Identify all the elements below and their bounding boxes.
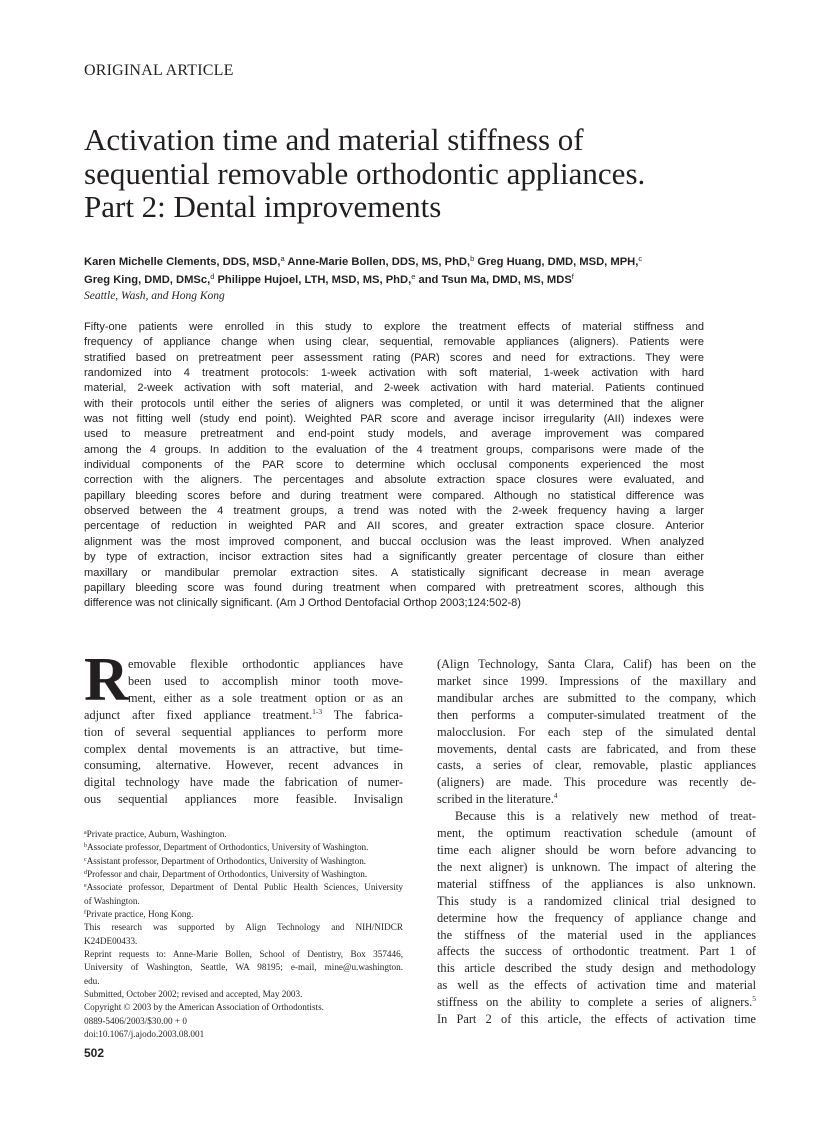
- footnote-text: Professor and chair, Department of Orthodontics, University of Washington.: [87, 869, 368, 880]
- author-affiliation-mark: b: [470, 254, 475, 263]
- body-line: casts, a series of clear, removable, plastic appliances: [437, 758, 756, 773]
- body-line: market since 1999. Impressions of the maxillary and: [437, 673, 756, 688]
- body-line: material stiffness of the appliances is also unknown.: [437, 876, 756, 891]
- body-line: [437, 994, 756, 1011]
- footnote-line: [84, 868, 403, 881]
- citation-mark: 4: [553, 791, 558, 801]
- footnote-text: Associate professor, Department of Dental Public Health Sciences, University: [86, 882, 403, 893]
- abstract-line: Fifty-one patients were enrolled in this study to explore the treatment effects of material stiffness and: [84, 321, 704, 333]
- body-line: malocclusion. For each step of the simulated dental: [437, 724, 756, 739]
- author-affiliation-mark: a: [280, 254, 285, 263]
- author-affiliation-mark: f: [571, 271, 574, 281]
- author-name: and Tsun Ma, DMD, MS, MDS: [418, 273, 572, 286]
- body-line: This study is a randomized clinical trial designed to: [437, 893, 756, 908]
- title-line: Activation time and material stiffness of: [84, 122, 584, 157]
- abstract-line: used to measure pretreatment and end-point study models, and average improvement was compared: [84, 428, 704, 441]
- body-column-right: [437, 656, 756, 1028]
- section-label: ORIGINAL ARTICLE: [84, 62, 234, 79]
- body-text: scribed in the literature.: [437, 792, 554, 807]
- author-affiliation-mark: e: [411, 271, 416, 281]
- abstract-line: stratified based on pretreatment peer assessment rating (PAR) scores and need for extractions. They were: [84, 351, 704, 364]
- body-line: ment, the optimum reactivation schedule (amount of: [437, 826, 756, 841]
- abstract-line: among the 4 groups. In addition to the evaluation of the 4 treatment groups, comparisons were made of the: [84, 443, 704, 456]
- author-location: Seattle, Wash, and Hong Kong: [84, 290, 225, 302]
- author-affiliation-mark: d: [210, 271, 215, 281]
- abstract-line: difference was not clinically significant. (Am J Orthod Dentofacial Orthop 2003;124:502-8): [84, 597, 521, 610]
- body-line: affects the success of orthodontic treatment. Part 1 of: [437, 944, 756, 959]
- abstract-line: with their protocols until either the series of aligners was completed, or until it was determined that the aligner: [84, 397, 704, 410]
- abstract-line: alignment was the most improved component, and buccal occlusion was the least improved. When analyzed: [84, 535, 704, 548]
- author-line: [84, 254, 764, 272]
- abstract-line: material, 2-week activation with soft material, and 2-week activation with hard material. Patients continued: [84, 382, 704, 395]
- footnote-line: Submitted, October 2002; revised and accepted, May 2003.: [84, 989, 303, 1000]
- footnote-line: Copyright © 2003 by the American Association of Orthodontists.: [84, 1002, 324, 1013]
- author-affiliation-mark: c: [638, 254, 643, 263]
- body-line: In Part 2 of this article, the effects of activation time: [437, 1012, 756, 1027]
- author-line: [84, 272, 764, 290]
- footnote-mark: b: [84, 843, 87, 850]
- body-line: tion of several sequential appliances to perform more: [84, 724, 403, 739]
- author-name: Anne-Marie Bollen, DDS, MS, PhD,: [287, 256, 471, 268]
- body-line: as well as the effects of activation time and material: [437, 978, 756, 993]
- footnote-line: University of Washington, Seattle, WA 98195; e-mail, mine@u.washington.: [84, 962, 403, 973]
- body-line: ment, either as a sole treatment option or as an: [128, 690, 403, 705]
- body-line: movements, dental casts are fabricated, and from these: [437, 741, 756, 756]
- footnote-mark: e: [84, 883, 87, 890]
- footnote-line: of Washington.: [84, 895, 140, 906]
- footnote-line: [84, 881, 403, 894]
- abstract-line: was not fitting well (study end point). Weighted PAR score and average incisor irregularity (AII) indexes were: [84, 413, 704, 426]
- body-line: Because this is a relatively new method of treat-: [455, 809, 756, 824]
- footnote-line: K24DE00433.: [84, 935, 138, 946]
- body-line: ous sequential appliances more feasible. Invisalign: [84, 792, 403, 807]
- footnote-mark: a: [84, 830, 87, 836]
- body-line: mandibular arches are submitted to the company, which: [437, 690, 756, 705]
- author-name: Karen Michelle Clements, DDS, MSD,: [84, 256, 281, 268]
- author-list: [84, 254, 764, 289]
- footnote-text: Assistant professor, Department of Orthodontics, University of Washington.: [86, 855, 367, 866]
- footnote-text: Private practice, Hong Kong.: [86, 909, 194, 920]
- body-text: adjunct after fixed appliance treatment.: [84, 707, 313, 722]
- body-line: the stiffness of the material used in the appliances: [437, 927, 756, 942]
- footnote-line: 0889-5406/2003/$30.00 + 0: [84, 1015, 187, 1026]
- author-name: Philippe Hujoel, LTH, MSD, MS, PhD,: [217, 273, 412, 286]
- abstract-line: percentage of reduction in weighted PAR and AII scores, and greater extraction space closure. Anterior: [84, 520, 704, 533]
- footnotes: [84, 828, 403, 1042]
- body-line: [437, 791, 756, 808]
- body-line: digital technology have made the fabrication of numer-: [84, 775, 403, 790]
- abstract-line: observed between the 4 treatment groups, a trend was noted with the 2-week frequency having a larger: [84, 505, 704, 518]
- body-line: then performs a computer-simulated treatment of the: [437, 707, 756, 722]
- footnote-text: Associate professor, Department of Orthodontics, University of Washington.: [87, 842, 369, 853]
- body-line: [84, 707, 403, 724]
- footnote-line: doi:10.1067/j.ajodo.2003.08.001: [84, 1029, 205, 1040]
- body-line: emovable flexible orthodontic appliances have: [128, 657, 403, 671]
- abstract-line: frequency of appliance change when using clear, sequential, removable appliances (aligners). Patients were: [84, 336, 704, 349]
- author-name: Greg Huang, DMD, MSD, MPH,: [477, 256, 639, 268]
- citation-mark: 5: [752, 994, 756, 1004]
- author-name: Greg King, DMD, DMSc,: [84, 273, 211, 286]
- body-line: (Align Technology, Santa Clara, Calif) has been on the: [437, 657, 756, 671]
- abstract-line: randomized into 4 treatment protocols: 1-week activation with soft material, 1-week activation with hard: [84, 367, 704, 380]
- abstract: [84, 320, 704, 612]
- footnote-line: edu.: [84, 975, 100, 986]
- abstract-line: papillary bleeding scores before and during treatment were compared. Although no statistical difference was: [84, 489, 704, 502]
- citation-mark: 1-3: [312, 706, 323, 716]
- abstract-line: correction with the aligners. The percentages and absolute extraction space closures were evaluated, and: [84, 474, 704, 487]
- body-line: complex dental movements is an attractive, but time-: [84, 741, 403, 756]
- article-title: [84, 123, 784, 224]
- body-line: time each aligner should be worn before advancing to: [437, 842, 756, 857]
- abstract-line: individual components of the PAR score to determine which occlusal components experienced the most: [84, 459, 704, 472]
- footnote-line: [84, 908, 403, 921]
- body-column-left: [84, 656, 403, 808]
- footnote-line: [84, 841, 403, 854]
- body-line: been used to accomplish minor tooth move-: [128, 673, 403, 688]
- body-line: this article described the study design and methodology: [437, 961, 756, 976]
- footnote-line: [84, 828, 403, 841]
- page-number: 502: [84, 1046, 105, 1060]
- body-text: The fabrica-: [322, 707, 403, 722]
- drop-cap: R: [84, 646, 129, 714]
- abstract-line: by type of extraction, incisor extraction sites had a significantly greater percentage of closure than either: [84, 551, 704, 564]
- footnote-line: [84, 855, 403, 868]
- body-line: determine how the frequency of appliance change and: [437, 910, 756, 925]
- title-line: Part 2: Dental improvements: [84, 189, 442, 224]
- footnote-mark: c: [84, 856, 87, 863]
- title-line: sequential removable orthodontic appliances.: [84, 155, 646, 191]
- body-line: the next aligner) is unknown. The impact of altering the: [437, 859, 756, 874]
- footnote-line: Reprint requests to: Anne-Marie Bollen, School of Dentistry, Box 357446,: [84, 949, 403, 960]
- footnote-line: This research was supported by Align Technology and NIH/NIDCR: [84, 922, 403, 933]
- footnote-mark: f: [84, 910, 86, 917]
- footnote-mark: d: [84, 870, 87, 877]
- abstract-line: papillary bleeding score was found during treatment when compared with pretreatment scores, although this: [84, 581, 704, 594]
- body-text: stiffness on the ability to complete a series of aligners.: [437, 995, 753, 1010]
- abstract-line: maxillary or mandibular premolar extraction sites. A statistically significant decrease in mean average: [84, 566, 704, 579]
- body-line: (aligners) are made. This procedure was recently de-: [437, 775, 756, 790]
- body-line: consuming, alternative. However, recent advances in: [84, 758, 403, 773]
- footnote-text: Private practice, Auburn, Washington.: [86, 829, 227, 839]
